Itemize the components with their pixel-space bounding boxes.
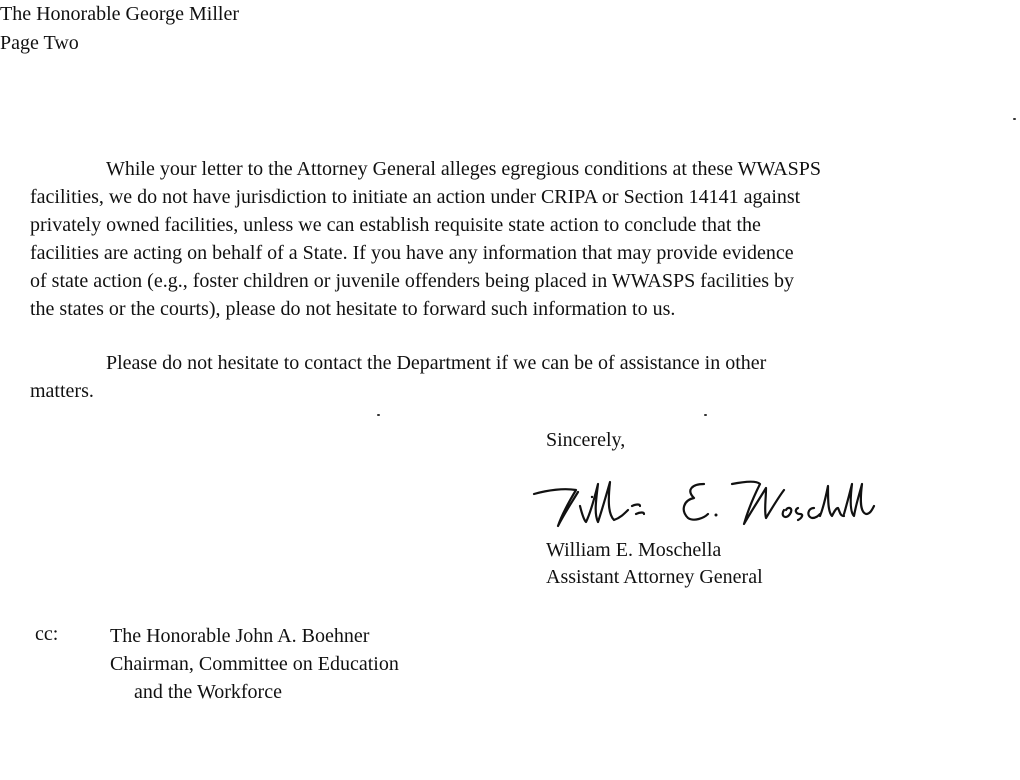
cc-recipients <box>110 622 399 706</box>
handwritten-signature <box>528 470 878 532</box>
body-paragraph-2 <box>30 349 985 405</box>
scan-speck <box>704 414 707 416</box>
paragraph-line: privately owned facilities, unless we can establish requisite state action to conclude that the <box>30 214 761 236</box>
cc-line: Chairman, Committee on Education <box>110 653 399 675</box>
signer-name: William E. Moschella <box>546 539 722 561</box>
cc-line: The Honorable John A. Boehner <box>110 625 370 647</box>
signature-block <box>546 537 763 591</box>
paragraph-line: the states or the courts), please do not hesitate to forward such information to us. <box>30 298 676 320</box>
paragraph-line: While your letter to the Attorney General alleges egregious conditions at these WWASPS <box>106 158 822 180</box>
paragraph-line: of state action (e.g., foster children or juvenile offenders being placed in WWASPS facilities by <box>30 270 795 292</box>
scan-speck <box>1013 118 1016 120</box>
closing-salutation: Sincerely, <box>546 429 626 451</box>
scan-speck <box>377 414 380 416</box>
cc-label: cc: <box>35 623 59 645</box>
paragraph-line: matters. <box>30 380 94 402</box>
signer-title: Assistant Attorney General <box>546 566 763 588</box>
cc-line: and the Workforce <box>134 681 282 703</box>
paragraph-line: facilities, we do not have jurisdiction to initiate an action under CRIPA or Section 14141 against <box>30 186 801 208</box>
recipient-line: The Honorable George Miller <box>0 3 239 25</box>
page-number-line: Page Two <box>0 32 79 54</box>
letter-heading <box>0 0 1020 58</box>
body-paragraph-1 <box>30 155 985 323</box>
paragraph-line: facilities are acting on behalf of a State. If you have any information that may provide evidence <box>30 242 794 264</box>
paragraph-line: Please do not hesitate to contact the Department if we can be of assistance in other <box>106 352 767 374</box>
